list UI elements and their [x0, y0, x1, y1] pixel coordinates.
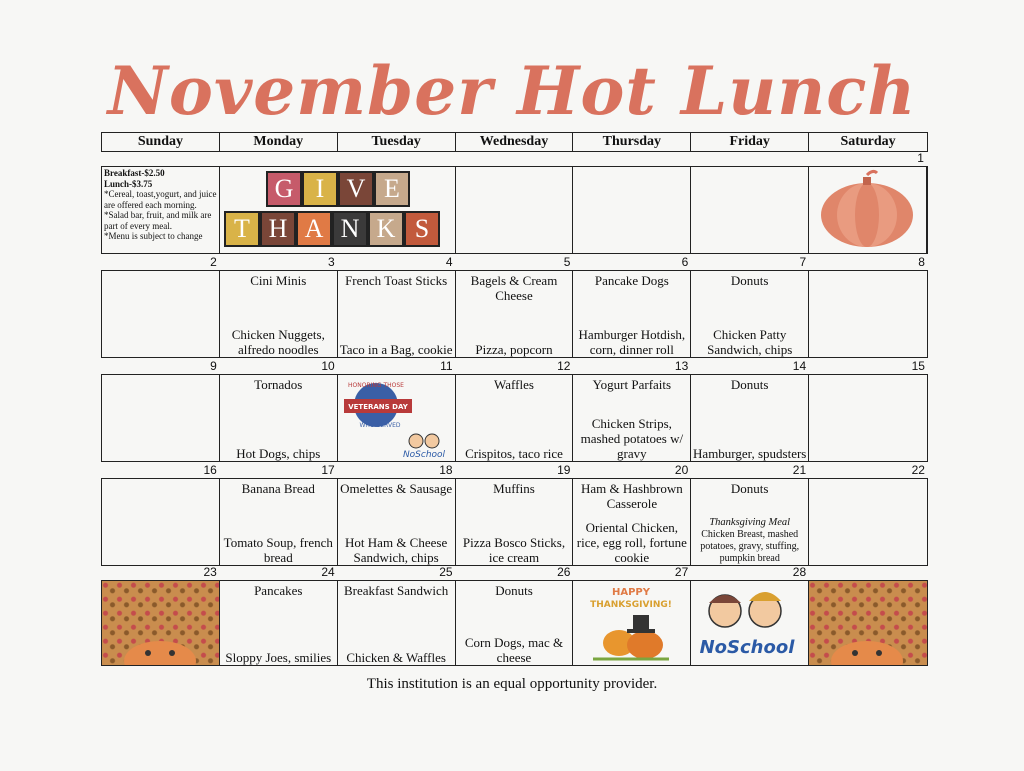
day-cell — [456, 167, 574, 253]
day-header: Monday — [220, 133, 338, 151]
day-header-row — [101, 132, 928, 152]
day-cell — [573, 463, 691, 565]
thanksgiving-meal — [691, 517, 808, 565]
week-row — [101, 359, 928, 462]
day-number: 20 — [674, 463, 689, 477]
day-header: Tuesday — [338, 133, 456, 151]
breakfast-item: Donuts — [730, 481, 769, 496]
day-cell — [456, 565, 574, 665]
day-header: Wednesday — [456, 133, 574, 151]
day-number: 9 — [210, 359, 217, 373]
day-cell — [102, 463, 220, 565]
day-number: 27 — [674, 565, 689, 579]
breakfast-item: Yogurt Parfaits — [592, 377, 672, 392]
day-number: 4 — [445, 255, 453, 269]
day-number: 17 — [321, 463, 335, 477]
lunch-item: Sloppy Joes, smilies — [225, 650, 332, 665]
lunch-item: Oriental Chicken, rice, egg roll, fortune cookie — [576, 520, 687, 565]
day-cell — [102, 359, 220, 461]
thanksgiving-meal-label: Thanksgiving Meal — [709, 517, 791, 528]
day-header: Thursday — [573, 133, 691, 151]
lunch-item: Pizza Bosco Sticks, ice cream — [462, 535, 566, 565]
pumpkin-face-icon — [102, 581, 218, 665]
give-thanks-graphic — [224, 171, 454, 251]
day-number: 14 — [792, 359, 807, 373]
lunch-item: Chicken Strips, mashed potatoes w/ gravy — [580, 416, 684, 461]
lunch-item: Corn Dogs, mac & cheese — [464, 635, 564, 665]
letter-block: N — [332, 211, 368, 247]
letter-block: H — [260, 211, 296, 247]
day-cell — [220, 359, 338, 461]
veterans-banner-text: VETERANS DAY — [347, 403, 408, 411]
breakfast-item: Banana Bread — [241, 481, 315, 496]
lunch-item: Crispitos, taco rice — [465, 446, 563, 461]
week-row — [101, 255, 928, 358]
day-number: 12 — [557, 359, 571, 373]
letter-block: I — [302, 171, 338, 207]
letter-block: T — [224, 211, 260, 247]
thanksgiving-meal-text: Chicken Breast, mashed potatoes, gravy, stuffing, pumpkin bread — [700, 529, 800, 564]
breakfast-item: Omelettes & Sausage — [340, 481, 453, 496]
day-number: 16 — [203, 463, 217, 477]
day-cell — [220, 565, 338, 665]
calendar — [101, 132, 928, 666]
day-cell — [456, 359, 574, 461]
day-number: 3 — [328, 255, 335, 269]
breakfast-item: Donuts — [730, 273, 769, 288]
lunch-item: Chicken Patty Sandwich, chips — [707, 327, 793, 357]
lunch-item: Tomato Soup, french bread — [223, 535, 333, 565]
day-cell — [809, 463, 927, 565]
veterans-day-cell — [338, 359, 456, 461]
thanksgiving-text: THANKSGIVING! — [590, 600, 673, 610]
lunch-item: Chicken Nuggets, alfredo noodles — [231, 327, 325, 357]
footer-note: This institution is an equal opportunity provider. — [366, 676, 658, 692]
lunch-item: Hot Ham & Cheese Sandwich, chips — [345, 535, 448, 565]
day-cell — [809, 151, 927, 253]
lunch-item: Taco in a Bag, cookie — [339, 342, 453, 357]
day-cell — [691, 255, 809, 357]
day-cell — [809, 255, 927, 357]
breakfast-item: Ham & Hashbrown Casserole — [580, 481, 683, 511]
veterans-top-text: HONORING THOSE — [347, 382, 404, 389]
day-number: 1 — [917, 151, 924, 165]
no-school-text: NoSchool — [699, 637, 795, 658]
day-cell — [809, 359, 927, 461]
lunch-item: Hamburger Hotdish, corn, dinner roll — [578, 327, 686, 357]
breakfast-item: Pancakes — [254, 583, 303, 598]
day-header: Friday — [691, 133, 809, 151]
day-cell — [691, 167, 809, 253]
day-cell — [102, 255, 220, 357]
pattern-cell — [102, 565, 220, 665]
day-cell — [573, 167, 691, 253]
week-row — [101, 565, 928, 666]
info-line: *Salad bar, fruit, and milk are part of every meal. — [104, 210, 212, 231]
pumpkin-face-icon — [809, 581, 925, 665]
day-cell — [338, 255, 456, 357]
lunch-item: Hamburger, spudsters — [693, 446, 807, 461]
day-number: 19 — [557, 463, 571, 477]
day-cell — [691, 463, 809, 565]
breakfast-item: Donuts — [495, 583, 533, 598]
veterans-day-icon — [338, 375, 454, 459]
week-row — [101, 463, 928, 566]
day-number: 23 — [203, 565, 217, 579]
pumpkin-icon — [817, 167, 917, 251]
letter-block: G — [266, 171, 302, 207]
day-number: 8 — [918, 255, 925, 269]
lunch-item: Chicken & Waffles — [346, 650, 446, 665]
breakfast-item: Pancake Dogs — [594, 273, 669, 288]
no-school-text: NoSchool — [402, 450, 445, 459]
breakfast-item: French Toast Sticks — [345, 273, 448, 288]
day-number: 7 — [799, 255, 807, 269]
breakfast-item: Muffins — [493, 481, 535, 496]
lunch-item: Pizza, popcorn — [475, 342, 553, 357]
breakfast-item: Cini Minis — [250, 273, 307, 288]
letter-block: E — [374, 171, 410, 207]
day-number: 13 — [674, 359, 689, 373]
day-number: 28 — [792, 565, 807, 579]
info-line: *Cereal, toast,yogurt, and juice are offered each morning. — [104, 189, 217, 210]
thanksgiving-cell — [573, 565, 691, 665]
day-cell — [456, 255, 574, 357]
day-cell — [573, 255, 691, 357]
page-title: November Hot Lunch — [107, 52, 917, 130]
breakfast-item: Waffles — [494, 377, 534, 392]
letter-block: S — [404, 211, 440, 247]
day-number: 21 — [792, 463, 807, 477]
no-school-icon — [691, 581, 807, 665]
happy-text: HAPPY — [612, 587, 651, 598]
no-school-cell — [691, 565, 809, 665]
info-cell — [102, 167, 220, 253]
breakfast-price: Breakfast-$2.50 — [104, 168, 165, 178]
day-cell — [573, 359, 691, 461]
day-number: 5 — [563, 255, 571, 269]
day-number: 24 — [321, 565, 335, 579]
breakfast-item: Bagels & Cream Cheese — [470, 273, 558, 303]
letter-block: V — [338, 171, 374, 207]
veterans-bottom-text: WHO SERVED — [359, 422, 401, 429]
day-number: 22 — [911, 463, 925, 477]
info-line: *Menu is subject to change — [104, 231, 203, 241]
day-cell — [220, 463, 338, 565]
day-cell — [220, 255, 338, 357]
day-header: Sunday — [102, 133, 220, 151]
lunch-item: Hot Dogs, chips — [236, 446, 321, 461]
day-cell — [338, 463, 456, 565]
day-number: 18 — [439, 463, 453, 477]
breakfast-item: Donuts — [730, 377, 769, 392]
day-number: 11 — [440, 359, 453, 373]
day-cell — [338, 565, 456, 665]
happy-thanksgiving-icon — [573, 581, 689, 665]
day-number: 26 — [557, 565, 571, 579]
day-number: 10 — [321, 359, 335, 373]
pattern-cell — [809, 581, 927, 665]
day-cell — [691, 359, 809, 461]
day-number: 25 — [439, 565, 453, 579]
day-number: 2 — [210, 255, 217, 269]
lunch-price: Lunch-$3.75 — [104, 178, 153, 189]
breakfast-item: Tornados — [254, 377, 303, 392]
day-number: 6 — [681, 255, 689, 269]
day-cell — [456, 463, 574, 565]
week-row — [101, 151, 928, 254]
day-header: Saturday — [840, 134, 896, 149]
letter-block: A — [296, 211, 332, 247]
letter-block: K — [368, 211, 404, 247]
day-number: 15 — [911, 359, 925, 373]
breakfast-item: Breakfast Sandwich — [343, 583, 449, 598]
